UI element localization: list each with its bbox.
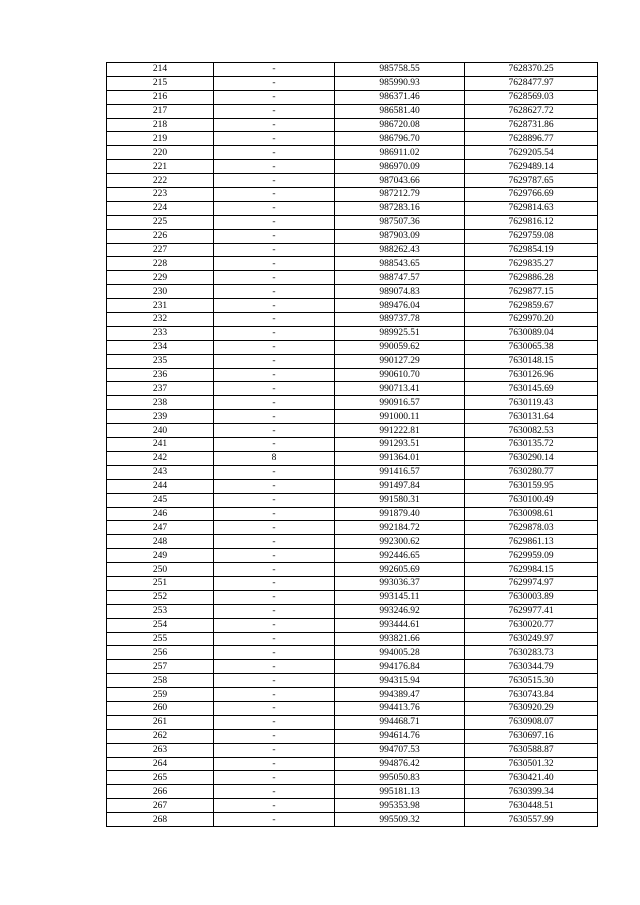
y-coordinate-cell: 7630448.51 <box>465 799 598 813</box>
y-coordinate-cell: 7630119.43 <box>465 396 598 410</box>
y-coordinate-cell: 7630557.99 <box>465 813 598 827</box>
y-coordinate-cell: 7629787.65 <box>465 174 598 188</box>
y-coordinate-cell: 7630920.29 <box>465 701 598 715</box>
table-row <box>107 90 598 104</box>
point-number-cell: 247 <box>107 521 214 535</box>
y-coordinate-cell: 7630588.87 <box>465 743 598 757</box>
table-row <box>107 299 598 313</box>
table-row <box>107 146 598 160</box>
table-row <box>107 771 598 785</box>
x-coordinate-cell: 995509.32 <box>335 813 465 827</box>
y-coordinate-cell: 7630082.53 <box>465 424 598 438</box>
y-coordinate-cell: 7630344.79 <box>465 660 598 674</box>
marker-cell: - <box>214 396 335 410</box>
point-number-cell: 226 <box>107 229 214 243</box>
marker-cell: - <box>214 438 335 452</box>
point-number-cell: 224 <box>107 201 214 215</box>
x-coordinate-cell: 988262.43 <box>335 243 465 257</box>
x-coordinate-cell: 987043.66 <box>335 174 465 188</box>
x-coordinate-cell: 989925.51 <box>335 326 465 340</box>
table-row <box>107 646 598 660</box>
y-coordinate-cell: 7629970.20 <box>465 313 598 327</box>
point-number-cell: 267 <box>107 799 214 813</box>
x-coordinate-cell: 991416.57 <box>335 465 465 479</box>
point-number-cell: 230 <box>107 285 214 299</box>
marker-cell: - <box>214 715 335 729</box>
x-coordinate-cell: 991222.81 <box>335 424 465 438</box>
table-row <box>107 271 598 285</box>
y-coordinate-cell: 7629877.15 <box>465 285 598 299</box>
table-row <box>107 549 598 563</box>
y-coordinate-cell: 7629489.14 <box>465 160 598 174</box>
x-coordinate-cell: 991364.01 <box>335 451 465 465</box>
marker-cell: - <box>214 160 335 174</box>
x-coordinate-cell: 994005.28 <box>335 646 465 660</box>
coordinates-table <box>106 62 598 827</box>
x-coordinate-cell: 993821.66 <box>335 632 465 646</box>
x-coordinate-cell: 993036.37 <box>335 576 465 590</box>
x-coordinate-cell: 988543.65 <box>335 257 465 271</box>
y-coordinate-cell: 7629861.13 <box>465 535 598 549</box>
table-row <box>107 368 598 382</box>
point-number-cell: 258 <box>107 674 214 688</box>
point-number-cell: 268 <box>107 813 214 827</box>
point-number-cell: 266 <box>107 785 214 799</box>
y-coordinate-cell: 7630697.16 <box>465 729 598 743</box>
marker-cell: - <box>214 354 335 368</box>
point-number-cell: 217 <box>107 104 214 118</box>
table-row <box>107 535 598 549</box>
table-row <box>107 688 598 702</box>
y-coordinate-cell: 7630148.15 <box>465 354 598 368</box>
x-coordinate-cell: 995353.98 <box>335 799 465 813</box>
point-number-cell: 216 <box>107 90 214 104</box>
y-coordinate-cell: 7630089.04 <box>465 326 598 340</box>
marker-cell: - <box>214 785 335 799</box>
marker-cell: - <box>214 104 335 118</box>
x-coordinate-cell: 986911.02 <box>335 146 465 160</box>
x-coordinate-cell: 992300.62 <box>335 535 465 549</box>
x-coordinate-cell: 995050.83 <box>335 771 465 785</box>
table-row <box>107 424 598 438</box>
y-coordinate-cell: 7630501.32 <box>465 757 598 771</box>
marker-cell: - <box>214 521 335 535</box>
table-row <box>107 632 598 646</box>
point-number-cell: 227 <box>107 243 214 257</box>
point-number-cell: 223 <box>107 188 214 202</box>
table-row <box>107 479 598 493</box>
y-coordinate-cell: 7629759.08 <box>465 229 598 243</box>
marker-cell: - <box>214 132 335 146</box>
x-coordinate-cell: 989737.78 <box>335 313 465 327</box>
point-number-cell: 255 <box>107 632 214 646</box>
table-row <box>107 451 598 465</box>
marker-cell: - <box>214 285 335 299</box>
x-coordinate-cell: 990127.29 <box>335 354 465 368</box>
x-coordinate-cell: 994614.76 <box>335 729 465 743</box>
table-row <box>107 674 598 688</box>
table-row <box>107 285 598 299</box>
point-number-cell: 215 <box>107 76 214 90</box>
point-number-cell: 241 <box>107 438 214 452</box>
table-row <box>107 257 598 271</box>
marker-cell: - <box>214 201 335 215</box>
y-coordinate-cell: 7629977.41 <box>465 604 598 618</box>
point-number-cell: 238 <box>107 396 214 410</box>
point-number-cell: 234 <box>107 340 214 354</box>
y-coordinate-cell: 7630131.64 <box>465 410 598 424</box>
marker-cell: - <box>214 410 335 424</box>
y-coordinate-cell: 7630135.72 <box>465 438 598 452</box>
point-number-cell: 250 <box>107 563 214 577</box>
point-number-cell: 229 <box>107 271 214 285</box>
point-number-cell: 259 <box>107 688 214 702</box>
table-row <box>107 701 598 715</box>
table-row <box>107 618 598 632</box>
y-coordinate-cell: 7630515.30 <box>465 674 598 688</box>
marker-cell: - <box>214 618 335 632</box>
y-coordinate-cell: 7629859.67 <box>465 299 598 313</box>
x-coordinate-cell: 994176.84 <box>335 660 465 674</box>
x-coordinate-cell: 987212.79 <box>335 188 465 202</box>
marker-cell: - <box>214 743 335 757</box>
x-coordinate-cell: 995181.13 <box>335 785 465 799</box>
x-coordinate-cell: 985990.93 <box>335 76 465 90</box>
y-coordinate-cell: 7629814.63 <box>465 201 598 215</box>
y-coordinate-cell: 7628627.72 <box>465 104 598 118</box>
point-number-cell: 253 <box>107 604 214 618</box>
y-coordinate-cell: 7629886.28 <box>465 271 598 285</box>
x-coordinate-cell: 990059.62 <box>335 340 465 354</box>
point-number-cell: 221 <box>107 160 214 174</box>
table-row <box>107 465 598 479</box>
table-row <box>107 493 598 507</box>
x-coordinate-cell: 986720.08 <box>335 118 465 132</box>
point-number-cell: 254 <box>107 618 214 632</box>
y-coordinate-cell: 7630283.73 <box>465 646 598 660</box>
marker-cell: - <box>214 813 335 827</box>
point-number-cell: 252 <box>107 590 214 604</box>
table-row <box>107 354 598 368</box>
marker-cell: - <box>214 174 335 188</box>
y-coordinate-cell: 7628477.97 <box>465 76 598 90</box>
point-number-cell: 246 <box>107 507 214 521</box>
marker-cell: - <box>214 576 335 590</box>
marker-cell: - <box>214 215 335 229</box>
x-coordinate-cell: 991580.31 <box>335 493 465 507</box>
point-number-cell: 233 <box>107 326 214 340</box>
point-number-cell: 218 <box>107 118 214 132</box>
y-coordinate-cell: 7630908.07 <box>465 715 598 729</box>
point-number-cell: 214 <box>107 63 214 77</box>
x-coordinate-cell: 986581.40 <box>335 104 465 118</box>
x-coordinate-cell: 993246.92 <box>335 604 465 618</box>
marker-cell: - <box>214 535 335 549</box>
table-row <box>107 785 598 799</box>
point-number-cell: 219 <box>107 132 214 146</box>
x-coordinate-cell: 991879.40 <box>335 507 465 521</box>
y-coordinate-cell: 7630020.77 <box>465 618 598 632</box>
marker-cell: - <box>214 771 335 785</box>
table-row <box>107 563 598 577</box>
point-number-cell: 235 <box>107 354 214 368</box>
y-coordinate-cell: 7630249.97 <box>465 632 598 646</box>
table-row <box>107 63 598 77</box>
table-row <box>107 326 598 340</box>
x-coordinate-cell: 991293.51 <box>335 438 465 452</box>
point-number-cell: 257 <box>107 660 214 674</box>
x-coordinate-cell: 986970.09 <box>335 160 465 174</box>
y-coordinate-cell: 7629816.12 <box>465 215 598 229</box>
point-number-cell: 220 <box>107 146 214 160</box>
x-coordinate-cell: 992605.69 <box>335 563 465 577</box>
y-coordinate-cell: 7629205.54 <box>465 146 598 160</box>
table-row <box>107 507 598 521</box>
y-coordinate-cell: 7628896.77 <box>465 132 598 146</box>
point-number-cell: 263 <box>107 743 214 757</box>
x-coordinate-cell: 989074.83 <box>335 285 465 299</box>
marker-cell: - <box>214 229 335 243</box>
table-row <box>107 76 598 90</box>
point-number-cell: 260 <box>107 701 214 715</box>
point-number-cell: 237 <box>107 382 214 396</box>
y-coordinate-cell: 7629766.69 <box>465 188 598 202</box>
point-number-cell: 222 <box>107 174 214 188</box>
point-number-cell: 264 <box>107 757 214 771</box>
table-row <box>107 118 598 132</box>
marker-cell: - <box>214 382 335 396</box>
y-coordinate-cell: 7628569.03 <box>465 90 598 104</box>
y-coordinate-cell: 7629959.09 <box>465 549 598 563</box>
marker-cell: 8 <box>214 451 335 465</box>
x-coordinate-cell: 994389.47 <box>335 688 465 702</box>
marker-cell: - <box>214 326 335 340</box>
marker-cell: - <box>214 604 335 618</box>
y-coordinate-cell: 7630399.34 <box>465 785 598 799</box>
marker-cell: - <box>214 340 335 354</box>
y-coordinate-cell: 7630280.77 <box>465 465 598 479</box>
marker-cell: - <box>214 757 335 771</box>
y-coordinate-cell: 7630100.49 <box>465 493 598 507</box>
table-row <box>107 382 598 396</box>
point-number-cell: 240 <box>107 424 214 438</box>
table-row <box>107 188 598 202</box>
table-row <box>107 660 598 674</box>
table-row <box>107 521 598 535</box>
marker-cell: - <box>214 299 335 313</box>
table-row <box>107 340 598 354</box>
y-coordinate-cell: 7629854.19 <box>465 243 598 257</box>
y-coordinate-cell: 7628370.25 <box>465 63 598 77</box>
x-coordinate-cell: 987903.09 <box>335 229 465 243</box>
x-coordinate-cell: 991497.84 <box>335 479 465 493</box>
marker-cell: - <box>214 313 335 327</box>
marker-cell: - <box>214 507 335 521</box>
table-row <box>107 104 598 118</box>
marker-cell: - <box>214 493 335 507</box>
table-row <box>107 757 598 771</box>
table-row <box>107 132 598 146</box>
y-coordinate-cell: 7630065.38 <box>465 340 598 354</box>
x-coordinate-cell: 987507.36 <box>335 215 465 229</box>
x-coordinate-cell: 992184.72 <box>335 521 465 535</box>
table-row <box>107 174 598 188</box>
point-number-cell: 239 <box>107 410 214 424</box>
table-row <box>107 799 598 813</box>
table-row <box>107 813 598 827</box>
table-row <box>107 243 598 257</box>
y-coordinate-cell: 7630145.69 <box>465 382 598 396</box>
point-number-cell: 242 <box>107 451 214 465</box>
x-coordinate-cell: 994707.53 <box>335 743 465 757</box>
table-row <box>107 396 598 410</box>
y-coordinate-cell: 7630098.61 <box>465 507 598 521</box>
y-coordinate-cell: 7630003.89 <box>465 590 598 604</box>
y-coordinate-cell: 7630743.84 <box>465 688 598 702</box>
y-coordinate-cell: 7630421.40 <box>465 771 598 785</box>
y-coordinate-cell: 7630159.95 <box>465 479 598 493</box>
point-number-cell: 261 <box>107 715 214 729</box>
table-row <box>107 201 598 215</box>
marker-cell: - <box>214 563 335 577</box>
y-coordinate-cell: 7630126.96 <box>465 368 598 382</box>
point-number-cell: 262 <box>107 729 214 743</box>
x-coordinate-cell: 992446.65 <box>335 549 465 563</box>
marker-cell: - <box>214 146 335 160</box>
marker-cell: - <box>214 549 335 563</box>
table-row <box>107 590 598 604</box>
point-number-cell: 232 <box>107 313 214 327</box>
point-number-cell: 265 <box>107 771 214 785</box>
y-coordinate-cell: 7629835.27 <box>465 257 598 271</box>
table-row <box>107 410 598 424</box>
y-coordinate-cell: 7630290.14 <box>465 451 598 465</box>
x-coordinate-cell: 994876.42 <box>335 757 465 771</box>
point-number-cell: 244 <box>107 479 214 493</box>
x-coordinate-cell: 990713.41 <box>335 382 465 396</box>
table-row <box>107 229 598 243</box>
table-row <box>107 576 598 590</box>
x-coordinate-cell: 987283.16 <box>335 201 465 215</box>
y-coordinate-cell: 7629974.97 <box>465 576 598 590</box>
point-number-cell: 249 <box>107 549 214 563</box>
x-coordinate-cell: 985758.55 <box>335 63 465 77</box>
marker-cell: - <box>214 257 335 271</box>
x-coordinate-cell: 994315.94 <box>335 674 465 688</box>
marker-cell: - <box>214 188 335 202</box>
marker-cell: - <box>214 632 335 646</box>
y-coordinate-cell: 7629984.15 <box>465 563 598 577</box>
y-coordinate-cell: 7628731.86 <box>465 118 598 132</box>
marker-cell: - <box>214 674 335 688</box>
marker-cell: - <box>214 368 335 382</box>
x-coordinate-cell: 986796.70 <box>335 132 465 146</box>
point-number-cell: 225 <box>107 215 214 229</box>
table-row <box>107 729 598 743</box>
point-number-cell: 236 <box>107 368 214 382</box>
marker-cell: - <box>214 243 335 257</box>
x-coordinate-cell: 993444.61 <box>335 618 465 632</box>
marker-cell: - <box>214 271 335 285</box>
table-row <box>107 743 598 757</box>
y-coordinate-cell: 7629878.03 <box>465 521 598 535</box>
table-row <box>107 604 598 618</box>
marker-cell: - <box>214 465 335 479</box>
table-row <box>107 215 598 229</box>
x-coordinate-cell: 993145.11 <box>335 590 465 604</box>
point-number-cell: 228 <box>107 257 214 271</box>
x-coordinate-cell: 989476.04 <box>335 299 465 313</box>
coordinates-table-body <box>107 63 598 827</box>
x-coordinate-cell: 994413.76 <box>335 701 465 715</box>
marker-cell: - <box>214 118 335 132</box>
marker-cell: - <box>214 729 335 743</box>
point-number-cell: 243 <box>107 465 214 479</box>
point-number-cell: 245 <box>107 493 214 507</box>
x-coordinate-cell: 990610.70 <box>335 368 465 382</box>
table-row <box>107 160 598 174</box>
table-row <box>107 438 598 452</box>
marker-cell: - <box>214 646 335 660</box>
marker-cell: - <box>214 76 335 90</box>
marker-cell: - <box>214 799 335 813</box>
marker-cell: - <box>214 590 335 604</box>
point-number-cell: 231 <box>107 299 214 313</box>
table-row <box>107 313 598 327</box>
marker-cell: - <box>214 424 335 438</box>
point-number-cell: 251 <box>107 576 214 590</box>
marker-cell: - <box>214 479 335 493</box>
marker-cell: - <box>214 90 335 104</box>
x-coordinate-cell: 986371.46 <box>335 90 465 104</box>
point-number-cell: 248 <box>107 535 214 549</box>
x-coordinate-cell: 994468.71 <box>335 715 465 729</box>
marker-cell: - <box>214 63 335 77</box>
x-coordinate-cell: 991000.11 <box>335 410 465 424</box>
point-number-cell: 256 <box>107 646 214 660</box>
marker-cell: - <box>214 701 335 715</box>
marker-cell: - <box>214 660 335 674</box>
table-row <box>107 715 598 729</box>
x-coordinate-cell: 990916.57 <box>335 396 465 410</box>
x-coordinate-cell: 988747.57 <box>335 271 465 285</box>
marker-cell: - <box>214 688 335 702</box>
